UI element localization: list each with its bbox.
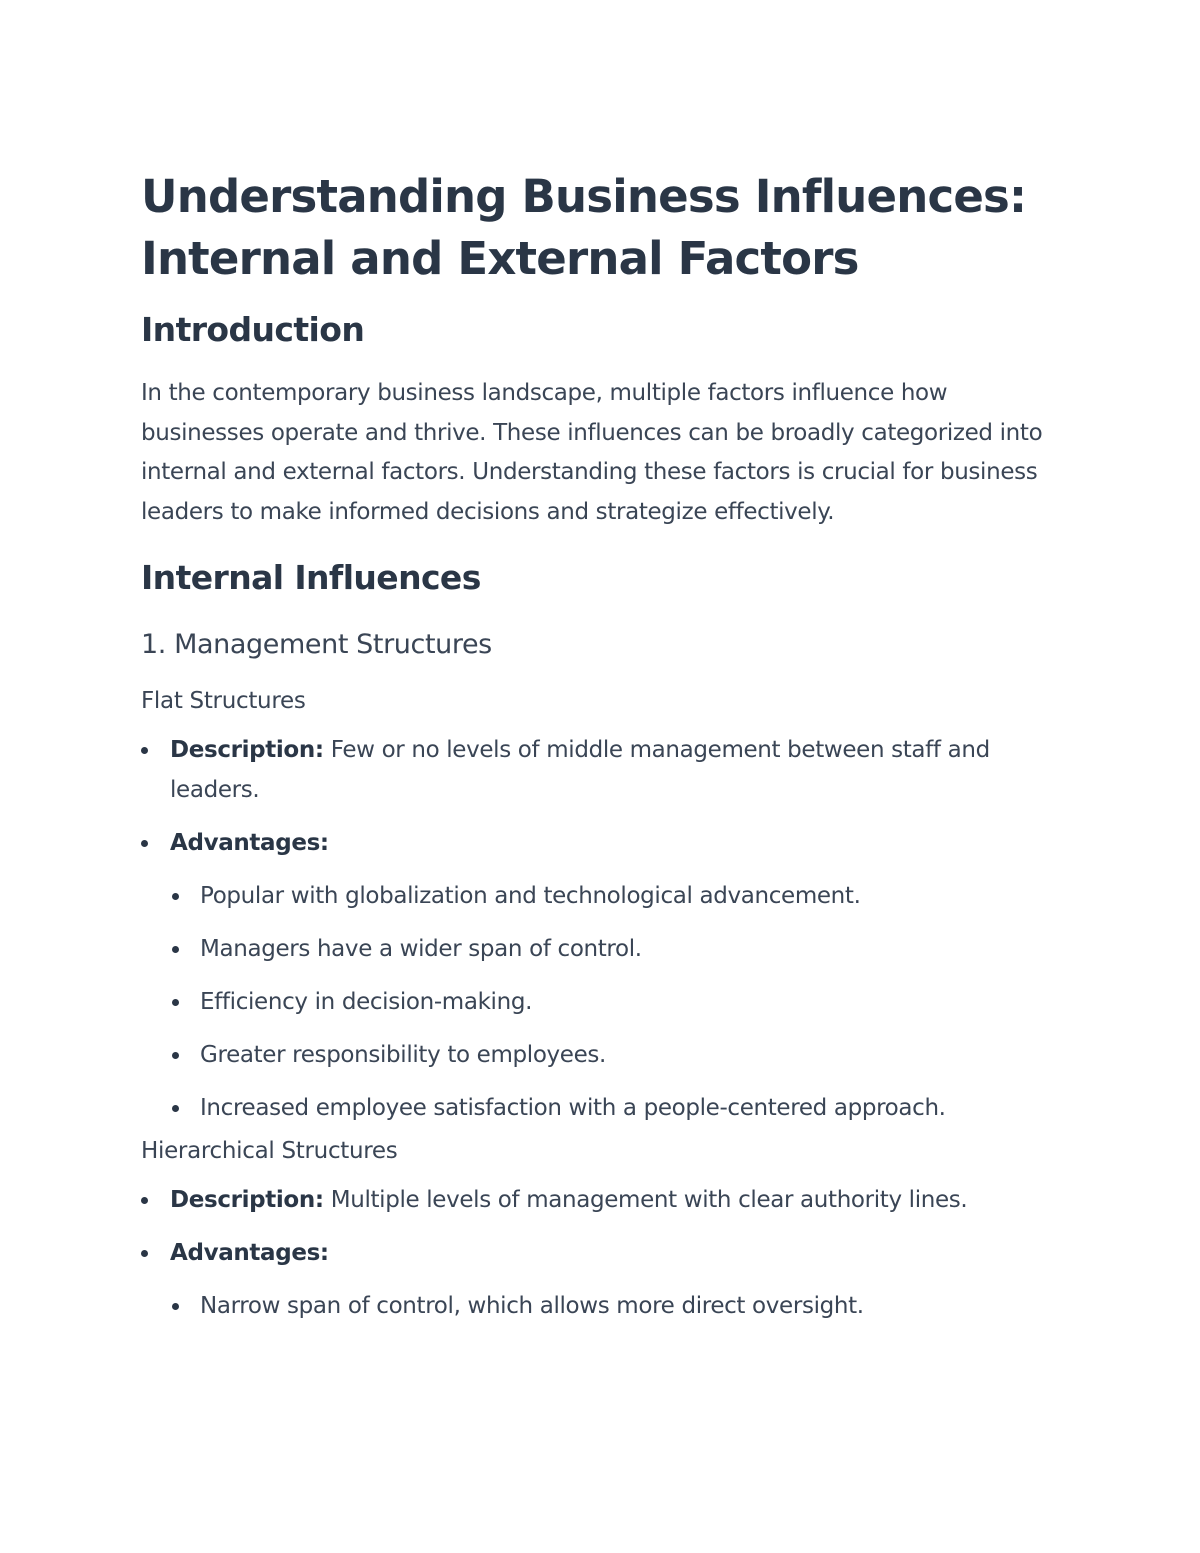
bullet-icon [141,840,148,847]
hierarchical-structures-heading: Hierarchical Structures [141,1138,398,1164]
introduction-paragraph: In the contemporary business landscape, multiple factors influence how businesses operate and thrive. These influences can be broadly categorized into internal and external factors. Understanding these factors is crucial for business leaders to make informed decisions and strategize effectively. [141,380,1043,525]
internal-influences-heading: Internal Influences [141,558,481,597]
bullet-icon [172,893,179,900]
list-item [141,1035,1061,1075]
list-item [141,730,1061,810]
list-item [141,1088,1061,1128]
list-item [141,823,1061,863]
bullet-icon [172,999,179,1006]
advantage-text: Greater responsibility to employees. [200,1042,606,1068]
advantage-text: Managers have a wider span of control. [200,936,642,962]
list-item [141,876,1061,916]
hierarchical-structures-list [141,1180,1061,1326]
bullet-icon [172,1303,179,1310]
document-page [141,166,1061,1326]
description-label: Description: [170,737,324,763]
flat-structures-list [141,730,1061,1128]
advantage-text: Efficiency in decision-making. [200,989,533,1015]
list-item [141,929,1061,969]
management-structures-heading: 1. Management Structures [141,629,492,660]
description-text: Few or no levels of middle management between staff and leaders. [170,737,990,803]
list-item [141,1180,1061,1220]
bullet-icon [172,1052,179,1059]
document-title: Understanding Business Influences: Internal and External Factors [141,170,1027,285]
bullet-icon [172,1105,179,1112]
list-item [141,1286,1061,1326]
description-text: Multiple levels of management with clear authority lines. [323,1187,968,1213]
list-item [141,982,1061,1022]
description-label: Description: [170,1187,324,1213]
bullet-icon [141,1197,148,1204]
list-item [141,1233,1061,1273]
advantages-label: Advantages: [170,830,329,856]
flat-structures-heading: Flat Structures [141,688,306,714]
advantage-text: Increased employee satisfaction with a people-centered approach. [200,1095,946,1121]
advantages-label: Advantages: [170,1240,329,1266]
advantage-text: Narrow span of control, which allows more direct oversight. [200,1293,864,1319]
introduction-heading: Introduction [141,310,365,349]
bullet-icon [141,1250,148,1257]
bullet-icon [141,747,148,754]
advantage-text: Popular with globalization and technological advancement. [200,883,861,909]
bullet-icon [172,946,179,953]
